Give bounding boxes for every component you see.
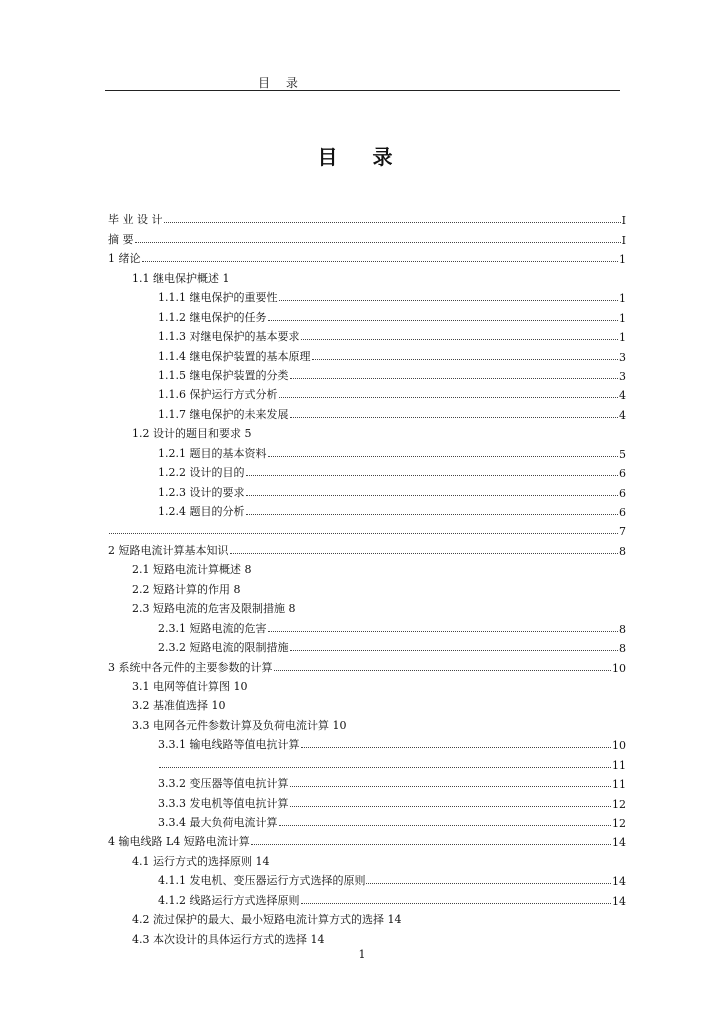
toc-leader-dots (279, 300, 619, 301)
toc-entry-label: 1.1.6 保护运行方式分析 (158, 388, 278, 402)
toc-entry-page: 8 (619, 622, 626, 636)
toc-leader-dots (268, 631, 619, 632)
toc-entry-label: 2.1 短路电流计算概述 8 (132, 563, 252, 577)
toc-leader-dots (290, 806, 612, 807)
toc-leader-dots (246, 495, 619, 496)
toc-leader-dots (290, 650, 619, 651)
toc-entry-page: 1 (619, 292, 626, 306)
toc-entry-label: 4.1 运行方式的选择原则 14 (132, 854, 270, 868)
toc-entry[interactable] (108, 869, 626, 888)
toc-entry-label: 毕 业 设 计 (108, 213, 163, 227)
toc-entry-label: 摘 要 (108, 232, 134, 246)
toc-entry-label: 4.2 流过保护的最大、最小短路电流计算方式的选择 14 (132, 913, 402, 927)
toc-entry-page: I (621, 233, 626, 247)
toc-entry[interactable] (108, 325, 626, 344)
toc-entry-label: 2.3.2 短路电流的限制措施 (158, 641, 289, 655)
toc-entry-label: 1.1.2 继电保护的任务 (158, 310, 267, 324)
toc-entry[interactable] (108, 422, 626, 441)
toc-entry-page: 3 (619, 369, 626, 383)
toc-entry[interactable] (108, 247, 626, 266)
toc-entry[interactable] (108, 791, 626, 810)
toc-leader-dots (274, 670, 612, 671)
toc-entry[interactable] (108, 286, 626, 305)
toc-entry-label: 1.1.1 继电保护的重要性 (158, 291, 278, 305)
toc-entry-page: 8 (619, 642, 626, 656)
toc-entry[interactable] (108, 305, 626, 324)
toc-entry-page: 12 (612, 817, 626, 830)
toc-entry[interactable] (108, 383, 626, 402)
page-header-text: 目 录 (258, 76, 304, 90)
toc-entry-label: 2.3.1 短路电流的危害 (158, 621, 267, 635)
toc-entry[interactable] (108, 344, 626, 363)
toc-entry-label: 3.3.3 发电机等值电抗计算 (158, 796, 289, 810)
toc-entry-label: 3.3.4 最大负荷电流计算 (158, 816, 278, 829)
toc-entry-page: 10 (612, 739, 626, 753)
toc-entry[interactable] (108, 888, 626, 907)
header-rule (105, 90, 620, 91)
toc-entry-page: 1 (619, 253, 626, 267)
toc-entry[interactable] (108, 480, 626, 499)
toc-entry-label: 1.2.4 题目的分析 (158, 505, 245, 518)
toc-leader-dots (164, 222, 621, 223)
toc-leader-dots (268, 320, 619, 321)
toc-entry-label: 2.3 短路电流的危害及限制措施 8 (132, 602, 296, 616)
toc-entry[interactable] (108, 266, 626, 285)
toc-entry[interactable] (108, 752, 626, 771)
toc-entry-label: 1.1.4 继电保护装置的基本原理 (158, 349, 311, 363)
toc-entry[interactable] (108, 577, 626, 596)
toc-entry-page: 11 (612, 758, 626, 772)
toc-entry-label: 1.2.2 设计的目的 (158, 466, 245, 480)
page-title: 目 录 (317, 145, 407, 169)
toc-entry-page: 11 (612, 778, 626, 792)
toc-entry[interactable] (108, 402, 626, 421)
toc-entry-label: 1.1.3 对继电保护的基本要求 (158, 330, 300, 344)
toc-entry-label: 1.1.7 继电保护的未来发展 (158, 407, 289, 421)
toc-entry-label: 3.1 电网等值计算图 10 (132, 679, 248, 693)
toc-entry[interactable] (108, 849, 626, 868)
toc-entry[interactable] (108, 908, 626, 927)
toc-entry-page: 4 (619, 389, 626, 403)
toc-entry-label: 1.2 设计的题目和要求 5 (132, 427, 252, 441)
table-of-contents (108, 208, 626, 947)
toc-leader-dots (159, 767, 611, 768)
toc-entry-label: 2 短路电流计算基本知识 (108, 543, 229, 557)
toc-entry-page: 5 (619, 447, 626, 461)
toc-entry-page: 7 (619, 525, 626, 539)
toc-entry-label: 1 绪论 (108, 252, 141, 266)
toc-leader-dots (366, 883, 611, 884)
toc-entry[interactable] (108, 208, 626, 227)
toc-entry[interactable] (108, 461, 626, 480)
toc-entry[interactable] (108, 655, 626, 674)
toc-entry-label: 1.2.3 设计的要求 (158, 485, 245, 499)
toc-entry-label: 3.3 电网各元件参数计算及负荷电流计算 10 (132, 718, 347, 732)
toc-entry-page: 10 (612, 661, 626, 675)
toc-entry-label: 1.1.5 继电保护装置的分类 (158, 368, 289, 382)
toc-leader-dots (279, 397, 619, 398)
toc-entry[interactable] (108, 927, 626, 946)
toc-leader-dots (251, 844, 611, 845)
toc-entry-page: 14 (612, 894, 626, 908)
toc-entry-label: 4.3 本次设计的具体运行方式的选择 14 (132, 932, 325, 946)
toc-entry-label: 3.3.2 变压器等值电抗计算 (158, 777, 289, 791)
toc-entry-label: 3 系统中各元件的主要参数的计算 (108, 660, 273, 674)
toc-leader-dots (142, 261, 619, 262)
toc-entry[interactable] (108, 616, 626, 635)
toc-entry[interactable] (108, 675, 626, 694)
toc-entry[interactable] (108, 694, 626, 713)
toc-leader-dots (312, 359, 619, 360)
toc-leader-dots (301, 747, 612, 748)
toc-entry-label: 1.1 继电保护概述 1 (132, 271, 230, 285)
toc-entry[interactable] (108, 558, 626, 577)
toc-entry[interactable] (108, 597, 626, 616)
toc-entry-page: 14 (612, 875, 626, 889)
toc-entry-page: 6 (619, 486, 626, 500)
toc-leader-dots (301, 903, 612, 904)
toc-entry[interactable] (108, 538, 626, 557)
toc-entry-page: 12 (612, 797, 626, 811)
toc-entry[interactable] (108, 500, 626, 519)
toc-entry-page: 6 (619, 467, 626, 481)
toc-entry-page: 4 (619, 408, 626, 422)
toc-entry[interactable] (108, 713, 626, 732)
toc-entry-label: 1.2.1 题目的基本资料 (158, 446, 267, 460)
toc-entry-label: 4 输电线路 L4 短路电流计算 (108, 835, 250, 849)
toc-entry[interactable] (108, 227, 626, 246)
toc-entry-label: 2.2 短路计算的作用 8 (132, 582, 241, 596)
toc-entry[interactable] (108, 519, 626, 538)
toc-leader-dots (268, 456, 619, 457)
toc-leader-dots (246, 475, 619, 476)
toc-leader-dots (230, 553, 619, 554)
toc-entry-page: I (621, 214, 626, 228)
toc-leader-dots (290, 417, 619, 418)
footer-page-number: 1 (358, 948, 366, 961)
toc-leader-dots (290, 378, 619, 379)
toc-entry-page: 14 (612, 836, 626, 850)
toc-entry-label: 3.3.1 输电线路等值电抗计算 (158, 738, 300, 752)
toc-entry[interactable] (108, 733, 626, 752)
toc-entry-page: 3 (619, 350, 626, 364)
toc-entry[interactable] (108, 772, 626, 791)
toc-entry[interactable] (108, 364, 626, 383)
toc-leader-dots (290, 786, 612, 787)
toc-entry[interactable] (108, 811, 626, 830)
toc-leader-dots (279, 825, 612, 826)
toc-leader-dots (246, 514, 619, 515)
toc-entry-page: 8 (619, 544, 626, 558)
toc-entry-label: 4.1.2 线路运行方式选择原则 (158, 893, 300, 907)
toc-entry[interactable] (108, 830, 626, 849)
toc-leader-dots (301, 339, 619, 340)
toc-entry-label: 3.2 基准值选择 10 (132, 699, 226, 713)
toc-leader-dots (109, 533, 618, 534)
toc-entry-label: 4.1.1 发电机、变压器运行方式选择的原则 (158, 874, 366, 888)
toc-entry[interactable] (108, 441, 626, 460)
toc-entry-page: 1 (619, 331, 626, 345)
toc-entry[interactable] (108, 636, 626, 655)
toc-entry-page: 6 (619, 506, 626, 519)
toc-leader-dots (135, 242, 621, 243)
toc-entry-page: 1 (619, 311, 626, 325)
